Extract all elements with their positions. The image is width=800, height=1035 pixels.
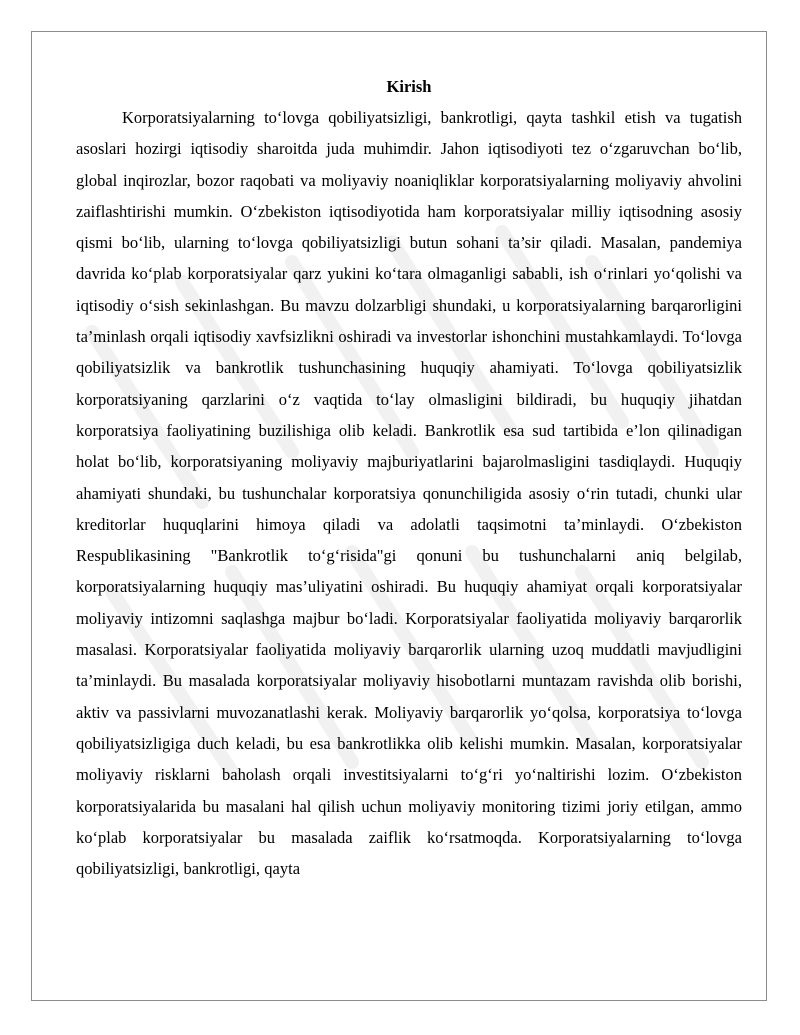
document-page <box>31 31 767 1001</box>
document-body-paragraph: Korporatsiyalarning to‘lovga qobiliyatsizligi, bankrotligi, qayta tashkil etish va tugatish asoslari hozirgi iqtisodiy sharoitda juda muhimdir. Jahon iqtisodiyoti tez o‘zgaruvchan bo‘lib, global inqirozlar, bozor raqobati va moliyaviy noaniqliklar korporatsiyalarning moliyaviy ahvolini zaiflashtirishi mumkin. O‘zbekiston iqtisodiyotida ham korporatsiyalar milliy iqtisodning asosiy qismi bo‘lib, ularning to‘lovga qobiliyatsizligi butun sohani ta’sir qiladi. Masalan, pandemiya davrida ko‘plab korporatsiyalar qarz yukini ko‘tara olmaganligi sababli, ish o‘rinlari yo‘qolishi va iqtisodiy o‘sish sekinlashgan. Bu mavzu dolzarbligi shundaki, u korporatsiyalarning barqarorligini ta’minlash orqali iqtisodiy xavfsizlikni oshiradi va investorlar ishonchini mustahkamlaydi. To‘lovga qobiliyatsizlik va bankrotlik tushunchasining huquqiy ahamiyati. To‘lovga qobiliyatsizlik korporatsiyaning qarzlarini o‘z vaqtida to‘lay olmasligini bildiradi, bu huquqiy jihatdan korporatsiya faoliyatining buzilishiga olib keladi. Bankrotlik esa sud tartibida e’lon qilinadigan holat bo‘lib, korporatsiyaning moliyaviy majburiyatlarini bajarolmasligini tasdiqlaydi. Huquqiy ahamiyati shundaki, bu tushunchalar korporatsiya qonunchiligida asosiy o‘rin tutadi, chunki ular kreditorlar huquqlarini himoya qiladi va adolatli taqsimotni ta’minlaydi. O‘zbekiston Respublikasining "Bankrotlik to‘g‘risida"gi qonuni bu tushunchalarni aniq belgilab, korporatsiyalarning huquqiy mas’uliyatini oshiradi. Bu huquqiy ahamiyat orqali korporatsiyalar moliyaviy intizomni saqlashga majbur bo‘ladi. Korporatsiyalar faoliyatida moliyaviy barqarorlik masalasi. Korporatsiyalar faoliyatida moliyaviy barqarorlik ularning uzoq muddatli mavjudligini ta’minlaydi. Bu masalada korporatsiyalar moliyaviy hisobotlarni muntazam ravishda olib borishi, aktiv va passivlarni muvozanatlashi kerak. Moliyaviy barqarorlik yo‘qolsa, korporatsiya to‘lovga qobiliyatsizligiga duch keladi, bu esa bankrotlikka olib kelishi mumkin. Masalan, korporatsiyalar moliyaviy risklarni baholash orqali investitsiyalarni to‘g‘ri yo‘naltirishi lozim. O‘zbekiston korporatsiyalarida bu masalani hal qilish uchun moliyaviy monitoring tizimi joriy etilgan, ammo ko‘plab korporatsiyalar bu masalada zaiflik ko‘rsatmoqda. Korporatsiyalarning to‘lovga qobiliyatsizligi, bankrotligi, qayta <box>76 108 742 879</box>
document-content <box>76 72 742 884</box>
document-title: Kirish <box>386 77 432 96</box>
